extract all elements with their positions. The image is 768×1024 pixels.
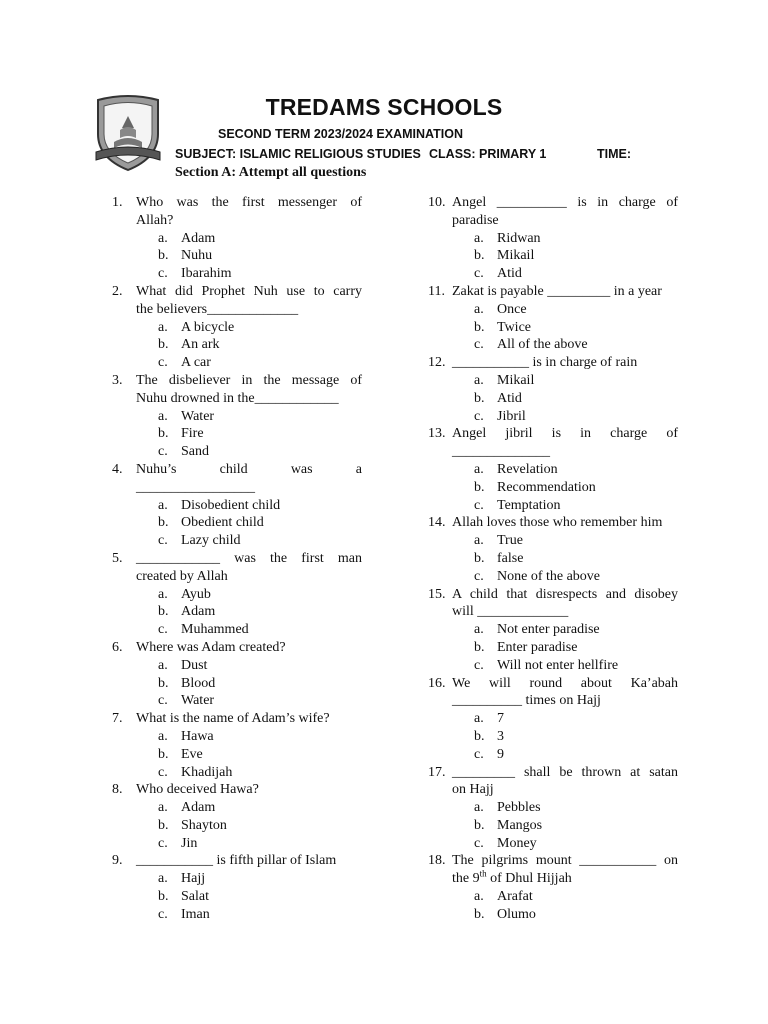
question-number: 7.	[112, 711, 123, 727]
option-text: Pebbles	[497, 800, 541, 816]
option-letter: a.	[158, 800, 168, 816]
question-item	[428, 852, 678, 923]
question-number: 16.	[428, 675, 446, 691]
answer-option	[452, 479, 678, 497]
option-text: Blood	[181, 675, 216, 691]
answer-option	[136, 514, 362, 532]
question-number: 15.	[428, 586, 446, 602]
question-number: 18.	[428, 853, 446, 869]
answer-option	[136, 265, 362, 283]
option-text: Jin	[181, 835, 198, 851]
question-number: 2.	[112, 283, 123, 299]
option-letter: c.	[158, 266, 168, 282]
option-text: All of the above	[497, 337, 588, 353]
question-number: 13.	[428, 426, 446, 442]
answer-options	[452, 372, 678, 425]
answer-option	[452, 746, 678, 764]
option-text: Water	[181, 693, 215, 709]
option-text: Iman	[181, 906, 210, 922]
question-text-line: on Hajj	[452, 782, 494, 798]
option-text: Not enter paradise	[497, 622, 600, 638]
option-letter: c.	[474, 408, 484, 424]
answer-option	[136, 728, 362, 746]
answer-options	[452, 621, 678, 674]
option-text: Lazy child	[181, 533, 241, 549]
question-item	[428, 514, 678, 585]
answer-options	[136, 230, 362, 283]
answer-options	[136, 497, 362, 550]
questions-column-left	[112, 194, 362, 924]
answer-option	[452, 621, 678, 639]
question-text-part: the 9	[452, 871, 480, 887]
question-text-line: Angel __________ is in charge of	[452, 195, 678, 210]
option-text: Mikail	[497, 248, 535, 264]
option-text: Mangos	[497, 817, 543, 833]
question-item	[428, 675, 678, 764]
option-text: Hawa	[181, 728, 214, 744]
option-letter: b.	[158, 515, 169, 531]
option-text: Arafat	[497, 889, 533, 905]
option-letter: b.	[474, 479, 485, 495]
option-letter: a.	[474, 461, 484, 477]
answer-option	[136, 888, 362, 906]
option-text: True	[497, 533, 523, 549]
option-letter: b.	[158, 889, 169, 905]
ordinal-suffix: th	[479, 868, 487, 879]
option-text: Ibarahim	[181, 266, 232, 282]
option-letter: b.	[474, 248, 485, 264]
option-text: Hajj	[181, 871, 206, 887]
answer-option	[136, 586, 362, 604]
answer-option	[452, 408, 678, 426]
answer-option	[452, 728, 678, 746]
option-letter: c.	[474, 746, 484, 762]
answer-option	[136, 817, 362, 835]
answer-option	[136, 532, 362, 550]
option-text: 9	[497, 746, 504, 762]
option-letter: c.	[158, 835, 168, 851]
answer-option	[136, 746, 362, 764]
option-letter: c.	[474, 568, 484, 584]
option-text: Ridwan	[497, 230, 541, 246]
option-letter: c.	[158, 533, 168, 549]
question-text-line: ______________	[452, 444, 550, 460]
option-letter: b.	[158, 817, 169, 833]
option-text: Recommendation	[497, 479, 596, 495]
answer-option	[136, 764, 362, 782]
answer-options	[452, 888, 678, 924]
question-text-line: __________ times on Hajj	[452, 693, 601, 709]
option-text: false	[497, 550, 524, 566]
question-number: 5.	[112, 550, 123, 566]
answer-option	[136, 354, 362, 372]
question-item	[428, 283, 678, 354]
answer-option	[452, 532, 678, 550]
option-letter: b.	[158, 604, 169, 620]
question-number: 1.	[112, 195, 123, 210]
option-letter: c.	[158, 444, 168, 460]
option-letter: a.	[474, 800, 484, 816]
question-text-line: Allah loves those who remember him	[452, 515, 663, 531]
option-letter: a.	[474, 301, 484, 317]
question-item	[112, 372, 362, 461]
option-letter: a.	[158, 728, 168, 744]
question-text-line: ___________ is fifth pillar of Islam	[136, 853, 337, 869]
question-text-line: The pilgrims mount ___________ on	[452, 853, 678, 869]
question-item	[112, 283, 362, 372]
option-text: Salat	[181, 889, 209, 905]
answer-option	[136, 408, 362, 426]
answer-option	[452, 230, 678, 248]
question-text-line: _________________	[136, 479, 255, 495]
answer-options	[136, 319, 362, 372]
answer-option	[452, 372, 678, 390]
answer-option	[452, 888, 678, 906]
answer-option	[136, 319, 362, 337]
option-letter: a.	[158, 319, 168, 335]
question-item	[112, 461, 362, 550]
option-text: Revelation	[497, 461, 558, 477]
question-number: 9.	[112, 853, 123, 869]
option-text: Shayton	[181, 817, 227, 833]
answer-option	[136, 443, 362, 461]
option-letter: a.	[158, 657, 168, 673]
option-letter: b.	[474, 550, 485, 566]
answer-options	[136, 728, 362, 781]
answer-option	[136, 497, 362, 515]
option-letter: c.	[158, 693, 168, 709]
option-letter: b.	[158, 248, 169, 264]
option-letter: a.	[158, 497, 168, 513]
answer-option	[452, 265, 678, 283]
question-item	[112, 710, 362, 781]
answer-option	[136, 692, 362, 710]
section-title: Section A: Attempt all questions	[175, 165, 367, 180]
question-item	[112, 852, 362, 923]
question-text-line: ____________ was the first man	[136, 550, 362, 566]
option-text: Khadijah	[181, 764, 233, 780]
option-letter: b.	[158, 746, 169, 762]
question-number: 4.	[112, 461, 123, 477]
option-letter: b.	[474, 319, 485, 335]
answer-option	[136, 230, 362, 248]
question-number: 14.	[428, 515, 446, 531]
question-text-line: The disbeliever in the message of	[136, 372, 362, 388]
option-text: Enter paradise	[497, 639, 578, 655]
answer-options	[136, 586, 362, 639]
option-letter: b.	[474, 906, 485, 922]
question-text-line: created by Allah	[136, 568, 228, 584]
answer-option	[452, 799, 678, 817]
answer-options	[452, 710, 678, 763]
option-letter: c.	[158, 906, 168, 922]
option-letter: b.	[474, 817, 485, 833]
answer-option	[136, 336, 362, 354]
option-text: Adam	[181, 230, 216, 246]
questions-column-right	[428, 194, 678, 924]
question-text-line: What did Prophet Nuh use to carry	[136, 283, 362, 299]
answer-option	[452, 550, 678, 568]
option-letter: a.	[474, 372, 484, 388]
option-text: Temptation	[497, 497, 561, 513]
option-letter: a.	[158, 230, 168, 246]
school-name: TREDAMS SCHOOLS	[265, 94, 503, 120]
answer-option	[452, 319, 678, 337]
option-text: Adam	[181, 800, 216, 816]
question-number: 6.	[112, 639, 123, 655]
question-item	[428, 425, 678, 514]
question-item	[428, 764, 678, 853]
option-letter: b.	[474, 639, 485, 655]
option-text: Money	[497, 835, 537, 851]
option-letter: a.	[474, 230, 484, 246]
answer-option	[452, 301, 678, 319]
option-letter: b.	[158, 426, 169, 442]
option-letter: b.	[158, 337, 169, 353]
option-letter: c.	[474, 657, 484, 673]
option-text: Sand	[181, 444, 209, 460]
subject-label: SUBJECT: ISLAMIC RELIGIOUS STUDIES	[175, 147, 421, 161]
option-letter: c.	[474, 337, 484, 353]
answer-options	[452, 532, 678, 585]
question-text-line: Allah?	[136, 212, 174, 228]
question-item	[428, 586, 678, 675]
option-text: Once	[497, 301, 527, 317]
question-item	[112, 194, 362, 283]
class-label: CLASS: PRIMARY 1	[429, 147, 547, 161]
answer-options	[136, 408, 362, 461]
answer-option	[452, 568, 678, 586]
option-letter: c.	[158, 764, 168, 780]
answer-option	[136, 657, 362, 675]
question-text-line: the believers_____________	[136, 301, 299, 317]
answer-option	[136, 425, 362, 443]
option-letter: a.	[474, 533, 484, 549]
option-text: A bicycle	[181, 319, 235, 335]
exam-title: SECOND TERM 2023/2024 EXAMINATION	[218, 127, 463, 141]
answer-option	[452, 336, 678, 354]
option-letter: b.	[474, 728, 485, 744]
question-text-line: _________ shall be thrown at satan	[452, 764, 678, 780]
answer-options	[452, 799, 678, 852]
question-text-line: Who deceived Hawa?	[136, 782, 259, 798]
answer-options	[136, 870, 362, 923]
option-text: Jibril	[497, 408, 526, 424]
answer-option	[452, 710, 678, 728]
option-letter: c.	[158, 355, 168, 371]
option-text: Atid	[497, 390, 522, 406]
option-letter: c.	[474, 835, 484, 851]
option-text: Obedient child	[181, 515, 264, 531]
option-letter: a.	[158, 586, 168, 602]
option-letter: a.	[474, 622, 484, 638]
answer-option	[452, 817, 678, 835]
answer-option	[136, 835, 362, 853]
option-text: Dust	[181, 657, 208, 673]
time-label: TIME:	[597, 147, 632, 161]
question-item	[112, 550, 362, 639]
question-item	[112, 781, 362, 852]
question-text-line: ___________ is in charge of rain	[452, 355, 638, 371]
option-text: Eve	[181, 746, 203, 762]
question-text-line: What is the name of Adam’s wife?	[136, 711, 330, 727]
option-text: Ayub	[181, 586, 211, 602]
answer-option	[452, 497, 678, 515]
question-number: 17.	[428, 764, 446, 780]
question-item	[428, 194, 678, 283]
question-number: 8.	[112, 782, 123, 798]
option-text: Olumo	[497, 906, 536, 922]
option-letter: a.	[158, 871, 168, 887]
question-text-line: Who was the first messenger of	[136, 195, 362, 210]
question-text-line: Angel jibril is in charge of	[452, 426, 678, 442]
answer-option	[452, 657, 678, 675]
option-text: Mikail	[497, 372, 535, 388]
question-text-line: will _____________	[452, 604, 569, 620]
question-number: 3.	[112, 372, 123, 388]
answer-option	[136, 621, 362, 639]
option-letter: b.	[158, 675, 169, 691]
question-number: 11.	[428, 283, 445, 299]
option-letter: c.	[474, 266, 484, 282]
answer-option	[136, 906, 362, 924]
option-text: 7	[497, 711, 504, 727]
answer-option	[452, 639, 678, 657]
question-text-line: Zakat is payable _________ in a year	[452, 283, 662, 299]
question-text-line	[452, 870, 678, 888]
option-text: A car	[181, 355, 211, 371]
answer-option	[136, 247, 362, 265]
question-text-part: of Dhul Hijjah	[486, 871, 572, 887]
answer-options	[452, 301, 678, 354]
option-text: Atid	[497, 266, 522, 282]
option-text: None of the above	[497, 568, 601, 584]
answer-option	[452, 390, 678, 408]
option-letter: c.	[474, 497, 484, 513]
option-letter: c.	[158, 622, 168, 638]
answer-options	[452, 230, 678, 283]
question-text-line: We will round about Ka’abah	[452, 675, 678, 691]
question-text-line: Where was Adam created?	[136, 639, 286, 655]
answer-options	[452, 461, 678, 514]
answer-options	[136, 657, 362, 710]
question-item	[112, 639, 362, 710]
option-text: Water	[181, 408, 215, 424]
option-text: Will not enter hellfire	[497, 657, 619, 673]
option-letter: a.	[474, 711, 484, 727]
option-text: An ark	[181, 337, 220, 353]
option-letter: a.	[474, 889, 484, 905]
answer-option	[452, 835, 678, 853]
option-text: Disobedient child	[181, 497, 281, 513]
answer-option	[452, 247, 678, 265]
answer-option	[452, 461, 678, 479]
answer-option	[452, 906, 678, 924]
answer-option	[136, 603, 362, 621]
question-number: 12.	[428, 355, 446, 371]
question-text-line: A child that disrespects and disobey	[452, 586, 678, 602]
option-text: Nuhu	[181, 248, 213, 264]
answer-option	[136, 799, 362, 817]
option-letter: a.	[158, 408, 168, 424]
option-letter: b.	[474, 390, 485, 406]
question-item	[428, 354, 678, 425]
answer-options	[136, 799, 362, 852]
question-text-line: Nuhu drowned in the____________	[136, 390, 339, 406]
question-text-line: Nuhu’s child was a	[136, 461, 362, 477]
question-number: 10.	[428, 195, 446, 210]
answer-option	[136, 675, 362, 693]
option-text: Muhammed	[181, 622, 249, 638]
answer-option	[136, 870, 362, 888]
option-text: Twice	[497, 319, 532, 335]
option-text: Fire	[181, 426, 204, 442]
question-text-line: paradise	[452, 212, 499, 228]
option-text: 3	[497, 728, 504, 744]
option-text: Adam	[181, 604, 216, 620]
